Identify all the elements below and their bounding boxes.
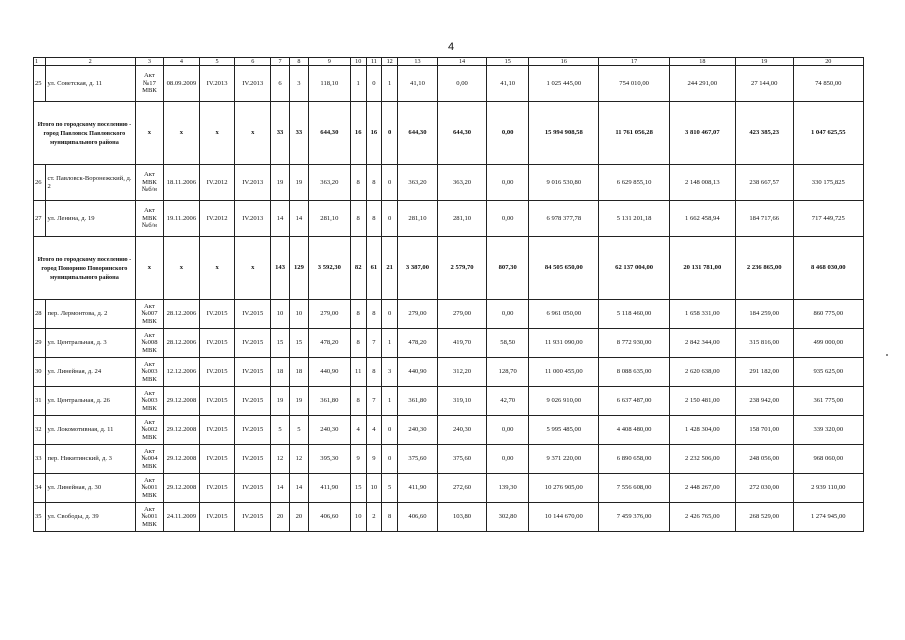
table-cell: 14	[289, 474, 308, 503]
table-cell: 240,30	[437, 416, 486, 445]
table-cell: ул. Свободы, д. 39	[45, 503, 135, 532]
table-cell: 19	[289, 387, 308, 416]
table-cell: 11 761 056,28	[599, 102, 669, 165]
table-cell: 1 658 331,00	[669, 300, 735, 329]
column-number: 12	[382, 58, 398, 66]
column-number: 19	[735, 58, 793, 66]
table-cell: IV.2015	[235, 445, 271, 474]
table-cell: 0	[382, 300, 398, 329]
table-cell: IV.2015	[199, 474, 235, 503]
table-cell: 3 387,00	[398, 237, 438, 300]
table-cell: 14	[271, 474, 290, 503]
subtotal-row	[34, 237, 864, 300]
table-cell: ул. Центральная, д. 3	[45, 329, 135, 358]
table-cell: 11 000 455,00	[529, 358, 599, 387]
table-cell: 61	[366, 237, 382, 300]
table-cell: 1	[382, 66, 398, 102]
table-cell: Акт №008 МВК	[135, 329, 163, 358]
table-cell: x	[135, 102, 163, 165]
table-cell: 8 088 635,00	[599, 358, 669, 387]
table-cell: 2 579,70	[437, 237, 486, 300]
table-cell: 29.12.2008	[164, 445, 200, 474]
table-cell: IV.2015	[199, 387, 235, 416]
table-cell: 8	[382, 503, 398, 532]
table-cell: 7 556 608,00	[599, 474, 669, 503]
column-number: 3	[135, 58, 163, 66]
table-cell: x	[164, 237, 200, 300]
table-cell: 754 010,00	[599, 66, 669, 102]
column-number: 20	[793, 58, 863, 66]
table-cell: 1 025 445,00	[529, 66, 599, 102]
table-cell: IV.2015	[235, 300, 271, 329]
table-cell: 3	[289, 66, 308, 102]
table-cell: IV.2013	[235, 165, 271, 201]
table-cell: 717 449,725	[793, 201, 863, 237]
table-row	[34, 329, 864, 358]
table-cell: 29	[34, 329, 46, 358]
table-cell: 281,10	[398, 201, 438, 237]
table-row	[34, 474, 864, 503]
table-cell: IV.2012	[199, 165, 235, 201]
table-cell: 644,30	[308, 102, 350, 165]
table-cell: 29.12.2008	[164, 387, 200, 416]
table-cell: 935 625,00	[793, 358, 863, 387]
table-cell: 33	[289, 102, 308, 165]
table-cell: 15	[350, 474, 366, 503]
table-cell: 302,80	[487, 503, 529, 532]
table-cell: 20	[271, 503, 290, 532]
table-cell: 5 995 485,00	[529, 416, 599, 445]
subtotal-row	[34, 102, 864, 165]
table-cell: 15	[289, 329, 308, 358]
table-cell: 406,60	[308, 503, 350, 532]
table-row	[34, 300, 864, 329]
column-number: 2	[45, 58, 135, 66]
table-cell: 4	[366, 416, 382, 445]
table-cell: 312,20	[437, 358, 486, 387]
table-cell: 2 620 638,00	[669, 358, 735, 387]
table-cell: 268 529,00	[735, 503, 793, 532]
table-cell: 240,30	[308, 416, 350, 445]
table-cell: 1	[350, 66, 366, 102]
table-cell: 7	[366, 329, 382, 358]
table-cell: 3 592,30	[308, 237, 350, 300]
table-cell: ст. Павловск-Воронежский, д. 2	[45, 165, 135, 201]
column-number: 15	[487, 58, 529, 66]
table-cell: 41,10	[398, 66, 438, 102]
table-cell: 9	[366, 445, 382, 474]
table-cell: 8	[350, 329, 366, 358]
table-cell: 8	[350, 300, 366, 329]
table-cell: 440,90	[398, 358, 438, 387]
table-cell: 128,70	[487, 358, 529, 387]
table-cell: 6	[271, 66, 290, 102]
table-body	[34, 58, 864, 532]
table-cell: 644,30	[398, 102, 438, 165]
table-cell: 8	[366, 358, 382, 387]
table-cell: 32	[34, 416, 46, 445]
table-cell: 238 667,57	[735, 165, 793, 201]
table-cell: ул. Линейная, д. 30	[45, 474, 135, 503]
table-row	[34, 201, 864, 237]
table-cell: 7	[366, 387, 382, 416]
table-cell: 31	[34, 387, 46, 416]
table-cell: 30	[34, 358, 46, 387]
table-cell: x	[199, 237, 235, 300]
table-cell: 478,20	[398, 329, 438, 358]
table-cell: 11 931 090,00	[529, 329, 599, 358]
table-cell: 28.12.2006	[164, 329, 200, 358]
table-cell: пер. Лермонтова, д. 2	[45, 300, 135, 329]
table-cell: 4	[350, 416, 366, 445]
table-cell: 20	[289, 503, 308, 532]
table-cell: 9 371 220,00	[529, 445, 599, 474]
table-cell: 5	[271, 416, 290, 445]
column-number: 14	[437, 58, 486, 66]
table-row	[34, 66, 864, 102]
table-cell: 8 468 030,00	[793, 237, 863, 300]
table-cell: IV.2013	[235, 66, 271, 102]
table-cell: 9	[350, 445, 366, 474]
table-cell: 7 459 376,00	[599, 503, 669, 532]
table-cell: 26	[34, 165, 46, 201]
table-cell: 8 772 930,00	[599, 329, 669, 358]
table-cell: 2 232 506,00	[669, 445, 735, 474]
table-cell: IV.2015	[235, 358, 271, 387]
table-cell: IV.2015	[199, 358, 235, 387]
table-cell: 118,10	[308, 66, 350, 102]
table-cell: x	[164, 102, 200, 165]
table-cell: 0	[382, 201, 398, 237]
table-cell: 272,60	[437, 474, 486, 503]
subtotal-title: Итого по городскому поселению - город Павловск Павловского муниципального района	[34, 102, 136, 165]
table-cell: 1 428 304,00	[669, 416, 735, 445]
table-cell: 0,00	[487, 445, 529, 474]
table-cell: 19	[271, 387, 290, 416]
table-cell: 2 148 008,13	[669, 165, 735, 201]
table-cell: 0	[382, 416, 398, 445]
table-cell: 58,50	[487, 329, 529, 358]
column-number: 7	[271, 58, 290, 66]
table-cell: 315 816,00	[735, 329, 793, 358]
table-cell: 10 276 905,00	[529, 474, 599, 503]
table-cell: 361,80	[398, 387, 438, 416]
table-cell: IV.2015	[199, 300, 235, 329]
column-number: 10	[350, 58, 366, 66]
table-cell: 363,20	[308, 165, 350, 201]
table-cell: 08.09.2009	[164, 66, 200, 102]
table-cell: 291 182,00	[735, 358, 793, 387]
table-cell: 2 842 344,00	[669, 329, 735, 358]
table-cell: 28.12.2006	[164, 300, 200, 329]
column-number: 9	[308, 58, 350, 66]
table-cell: 1	[382, 329, 398, 358]
table-cell: 419,70	[437, 329, 486, 358]
table-cell: 644,30	[437, 102, 486, 165]
table-cell: Акт №001 МВК	[135, 503, 163, 532]
table-cell: Акт №001 МВК	[135, 474, 163, 503]
table-cell: 2 236 865,00	[735, 237, 793, 300]
table-cell: IV.2015	[199, 329, 235, 358]
table-cell: 279,00	[437, 300, 486, 329]
table-cell: 968 060,00	[793, 445, 863, 474]
column-number: 18	[669, 58, 735, 66]
table-cell: 19.11.2006	[164, 201, 200, 237]
table-cell: 375,60	[437, 445, 486, 474]
table-cell: 12	[289, 445, 308, 474]
table-cell: 440,90	[308, 358, 350, 387]
table-cell: 16	[366, 102, 382, 165]
table-cell: 21	[382, 237, 398, 300]
table-cell: 8	[350, 387, 366, 416]
table-row	[34, 445, 864, 474]
scan-speck	[886, 354, 888, 356]
table-cell: 279,00	[398, 300, 438, 329]
table-cell: 158 701,00	[735, 416, 793, 445]
table-cell: ул. Центральная, д. 26	[45, 387, 135, 416]
table-cell: 28	[34, 300, 46, 329]
table-cell: 139,30	[487, 474, 529, 503]
table-cell: 14	[289, 201, 308, 237]
table-cell: 10	[366, 474, 382, 503]
table-cell: 42,70	[487, 387, 529, 416]
table-cell: 0,00	[487, 102, 529, 165]
table-cell: 0	[382, 445, 398, 474]
table-cell: 5	[382, 474, 398, 503]
column-number: 5	[199, 58, 235, 66]
table-cell: 0,00	[487, 201, 529, 237]
table-cell: 6 890 658,00	[599, 445, 669, 474]
table-cell: 272 030,00	[735, 474, 793, 503]
table-cell: 411,90	[398, 474, 438, 503]
table-cell: 8	[366, 300, 382, 329]
table-cell: IV.2015	[199, 503, 235, 532]
table-cell: x	[235, 102, 271, 165]
table-cell: 33	[271, 102, 290, 165]
table-cell: 9 016 530,80	[529, 165, 599, 201]
table-cell: 184 259,00	[735, 300, 793, 329]
table-cell: 6 637 487,00	[599, 387, 669, 416]
table-cell: 3	[382, 358, 398, 387]
table-cell: 2 939 110,00	[793, 474, 863, 503]
table-cell: 143	[271, 237, 290, 300]
column-number: 6	[235, 58, 271, 66]
table-cell: IV.2015	[199, 416, 235, 445]
table-cell: 19	[289, 165, 308, 201]
table-cell: 395,30	[308, 445, 350, 474]
table-cell: 339 320,00	[793, 416, 863, 445]
column-number: 17	[599, 58, 669, 66]
table-cell: 238 942,00	[735, 387, 793, 416]
table-row	[34, 165, 864, 201]
table-cell: 423 385,23	[735, 102, 793, 165]
table-cell: 5 131 201,18	[599, 201, 669, 237]
table-cell: IV.2015	[235, 416, 271, 445]
table-cell: 62 137 004,00	[599, 237, 669, 300]
table-cell: 1 274 945,00	[793, 503, 863, 532]
table-cell: 8	[350, 201, 366, 237]
table-cell: 184 717,66	[735, 201, 793, 237]
table-cell: 2 448 267,00	[669, 474, 735, 503]
table-cell: 18	[271, 358, 290, 387]
column-number-row	[34, 58, 864, 66]
table-cell: Акт МВК №б/н	[135, 201, 163, 237]
table-cell: ул. Локомотивная, д. 11	[45, 416, 135, 445]
table-cell: 0,00	[487, 165, 529, 201]
table-cell: 16	[350, 102, 366, 165]
table-cell: 361,80	[308, 387, 350, 416]
table-cell: 5	[289, 416, 308, 445]
table-cell: 8	[366, 201, 382, 237]
table-cell: 9 026 910,00	[529, 387, 599, 416]
table-cell: 20 131 781,00	[669, 237, 735, 300]
table-cell: 0	[366, 66, 382, 102]
table-cell: Акт №17 МВК	[135, 66, 163, 102]
table-cell: IV.2012	[199, 201, 235, 237]
table-cell: 807,30	[487, 237, 529, 300]
table-cell: 14	[271, 201, 290, 237]
table-cell: x	[235, 237, 271, 300]
table-cell: пер. Никитинский, д. 3	[45, 445, 135, 474]
table-cell: 248 056,00	[735, 445, 793, 474]
table-cell: 406,60	[398, 503, 438, 532]
table-cell: 18	[289, 358, 308, 387]
table-cell: 411,90	[308, 474, 350, 503]
table-cell: 27 144,00	[735, 66, 793, 102]
table-cell: IV.2015	[235, 387, 271, 416]
table-cell: 363,20	[437, 165, 486, 201]
table-cell: 478,20	[308, 329, 350, 358]
table-cell: ул. Советская, д. 11	[45, 66, 135, 102]
table-cell: 0	[382, 102, 398, 165]
table-cell: 499 000,00	[793, 329, 863, 358]
table-cell: 1 662 458,94	[669, 201, 735, 237]
table-row	[34, 503, 864, 532]
table-cell: 15	[271, 329, 290, 358]
table-cell: 281,10	[308, 201, 350, 237]
table-cell: 19	[271, 165, 290, 201]
table-cell: 281,10	[437, 201, 486, 237]
table-cell: 24.11.2009	[164, 503, 200, 532]
table-cell: 363,20	[398, 165, 438, 201]
table-cell: 18.11.2006	[164, 165, 200, 201]
table-cell: 375,60	[398, 445, 438, 474]
table-cell: 0,00	[487, 300, 529, 329]
table-cell: 84 505 650,00	[529, 237, 599, 300]
table-cell: 6 629 855,10	[599, 165, 669, 201]
table-cell: IV.2013	[199, 66, 235, 102]
table-row	[34, 387, 864, 416]
table-cell: 33	[34, 445, 46, 474]
table-cell: 0	[382, 165, 398, 201]
table-cell: Акт МВК №б/н	[135, 165, 163, 201]
table-cell: 2	[366, 503, 382, 532]
table-cell: IV.2015	[235, 329, 271, 358]
table-cell: ул. Линейная, д. 24	[45, 358, 135, 387]
table-cell: 4 408 480,00	[599, 416, 669, 445]
table-cell: 1 047 625,55	[793, 102, 863, 165]
table-cell: 82	[350, 237, 366, 300]
table-cell: 103,80	[437, 503, 486, 532]
column-number: 13	[398, 58, 438, 66]
table-row	[34, 358, 864, 387]
table-cell: 10	[271, 300, 290, 329]
column-number: 16	[529, 58, 599, 66]
table-cell: 2 150 481,00	[669, 387, 735, 416]
table-cell: 15 994 908,58	[529, 102, 599, 165]
table-cell: 34	[34, 474, 46, 503]
column-number: 1	[34, 58, 46, 66]
table-cell: 12	[271, 445, 290, 474]
table-cell: 319,10	[437, 387, 486, 416]
table-cell: 10	[350, 503, 366, 532]
table-cell: 29.12.2008	[164, 416, 200, 445]
table-cell: ул. Ленина, д. 19	[45, 201, 135, 237]
table-cell: 5 118 460,00	[599, 300, 669, 329]
column-number: 11	[366, 58, 382, 66]
table-cell: Акт №003 МВК	[135, 387, 163, 416]
table-cell: 361 775,00	[793, 387, 863, 416]
table-cell: IV.2015	[199, 445, 235, 474]
table-cell: 6 978 377,78	[529, 201, 599, 237]
table-cell: 240,30	[398, 416, 438, 445]
page-number: 4	[448, 41, 455, 53]
table-cell: x	[199, 102, 235, 165]
table-row	[34, 416, 864, 445]
table-cell: 29.12.2008	[164, 474, 200, 503]
table-cell: 8	[350, 165, 366, 201]
table-cell: Акт №002 МВК	[135, 416, 163, 445]
table-cell: 0,00	[487, 416, 529, 445]
table-cell: 1	[382, 387, 398, 416]
table-cell: IV.2013	[235, 201, 271, 237]
table-cell: 2 426 765,00	[669, 503, 735, 532]
table-cell: Акт №003 МВК	[135, 358, 163, 387]
table-cell: 6 961 050,00	[529, 300, 599, 329]
table-cell: 74 850,00	[793, 66, 863, 102]
table-cell: 3 810 467,07	[669, 102, 735, 165]
table-cell: 41,10	[487, 66, 529, 102]
column-number: 4	[164, 58, 200, 66]
table-cell: 244 291,00	[669, 66, 735, 102]
table-cell: 27	[34, 201, 46, 237]
table-cell: 35	[34, 503, 46, 532]
housing-table	[33, 57, 864, 532]
column-number: 8	[289, 58, 308, 66]
table-cell: 11	[350, 358, 366, 387]
table-cell: Акт №004 МВК	[135, 445, 163, 474]
table-cell: 10	[289, 300, 308, 329]
table-cell: 129	[289, 237, 308, 300]
table-cell: x	[135, 237, 163, 300]
table-cell: 10 144 670,00	[529, 503, 599, 532]
table-cell: 0,00	[437, 66, 486, 102]
table-cell: IV.2015	[235, 503, 271, 532]
subtotal-title: Итого по городскому поселению - город Поворино Поворинского муниципального района	[34, 237, 136, 300]
table-cell: 8	[366, 165, 382, 201]
table-cell: 330 175,825	[793, 165, 863, 201]
table-cell: 12.12.2006	[164, 358, 200, 387]
table-cell: IV.2015	[235, 474, 271, 503]
table-cell: 860 775,00	[793, 300, 863, 329]
table-cell: 25	[34, 66, 46, 102]
table-cell: 279,00	[308, 300, 350, 329]
table-cell: Акт №007 МВК	[135, 300, 163, 329]
